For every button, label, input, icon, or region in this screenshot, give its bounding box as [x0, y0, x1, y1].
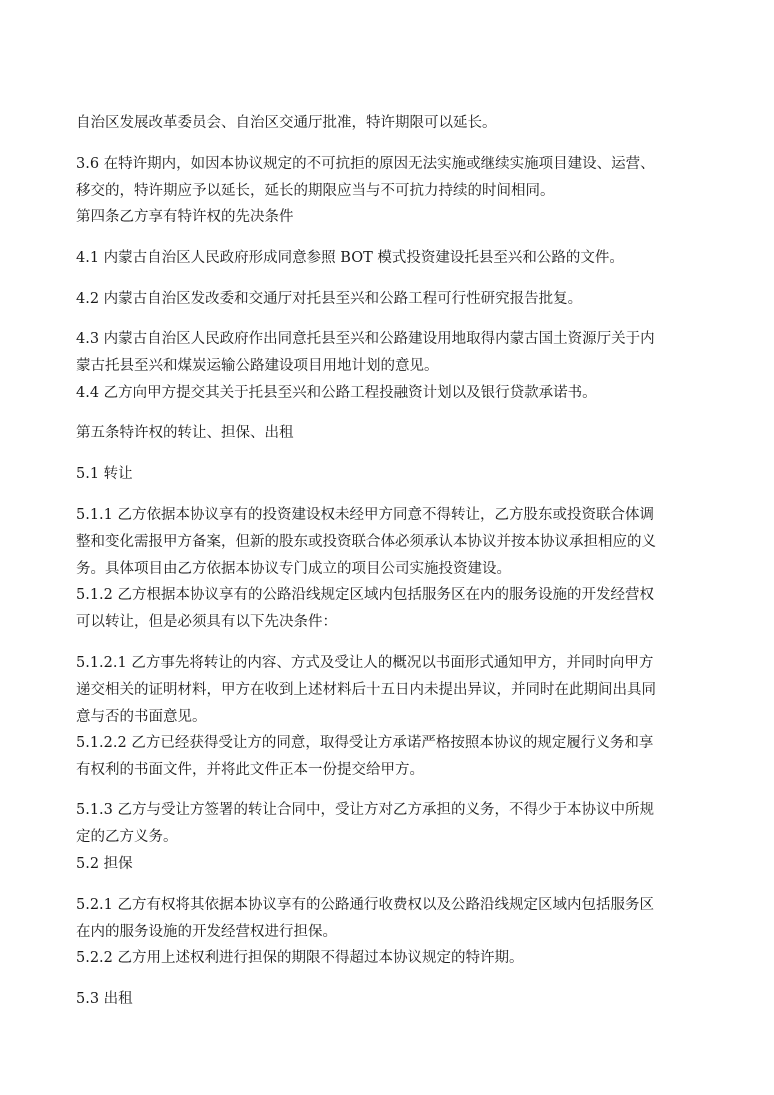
paragraph-5-1-2-2: 5.1.2.2 乙方已经获得受让方的同意，取得受让方承诺严格按照本协议的规定履行义务和享 有权利的书面文件，并将此文件正本一份提交给甲方。 — [76, 735, 654, 778]
paragraph-extension-approval: 自治区发展改革委员会、自治区交通厅批准，特许期限可以延长。 — [76, 115, 497, 131]
paragraph-3-6: 3.6 在特许期内，如因本协议规定的不可抗拒的原因无法实施或继续实施项目建设、运营、 移交的，特许期应予以延长，延长的期限应当与不可抗力持续的时间相同。 — [76, 156, 655, 199]
subheading-5-2: 5.2 担保 — [76, 856, 133, 872]
paragraph-5-1-2-1: 5.1.2.1 乙方事先将转让的内容、方式及受让人的概况以书面形式通知甲方，并同时向甲方 递交相关的证明材料，甲方在收到上述材料后十五日内未提出异议，并同时在此期间出具同 意与否的书面意见。 — [76, 655, 656, 725]
paragraph-4-3: 4.3 内蒙古自治区人民政府作出同意托县至兴和公路建设用地取得内蒙古国土资源厅关于内 蒙古托县至兴和煤炭运输公路建设项目用地计划的意见。 — [76, 331, 655, 374]
subheading-5-3: 5.3 出租 — [76, 991, 133, 1007]
paragraph-5-1-1: 5.1.1 乙方依据本协议享有的投资建设权未经甲方同意不得转让，乙方股东或投资联合体调 整和变化需报甲方备案，但新的股东或投资联合体必须承认本协议并按本协议承担相应的义 务。具体项目由乙方依据本协议专门成立的项目公司实施投资建设。 — [76, 507, 656, 577]
paragraph-5-1-2: 5.1.2 乙方根据本协议享有的公路沿线规定区域内包括服务区在内的服务设施的开发经营权 可以转让，但是必须具有以下先决条件： — [76, 587, 654, 630]
paragraph-4-2: 4.2 内蒙古自治区发改委和交通厅对托县至兴和公路工程可行性研究报告批复。 — [76, 291, 583, 307]
section-heading-article-5: 第五条特许权的转让、担保、出租 — [76, 425, 294, 441]
paragraph-5-1-3: 5.1.3 乙方与受让方签署的转让合同中，受让方对乙方承担的义务，不得少于本协议中所规 定的乙方义务。 — [76, 802, 654, 845]
paragraph-5-2-1: 5.2.1 乙方有权将其依据本协议享有的公路通行收费权以及公路沿线规定区域内包括服务区 在内的服务设施的开发经营权进行担保。 — [76, 897, 654, 940]
paragraph-5-2-2: 5.2.2 乙方用上述权利进行担保的期限不得超过本协议规定的特许期。 — [76, 950, 524, 966]
paragraph-4-1: 4.1 内蒙古自治区人民政府形成同意参照 BOT 模式投资建设托县至兴和公路的文件。 — [76, 250, 624, 266]
section-heading-article-4: 第四条乙方享有特许权的先决条件 — [76, 209, 294, 225]
paragraph-4-4: 4.4 乙方向甲方提交其关于托县至兴和公路工程投融资计划以及银行贷款承诺书。 — [76, 385, 597, 401]
subheading-5-1: 5.1 转让 — [76, 466, 133, 482]
